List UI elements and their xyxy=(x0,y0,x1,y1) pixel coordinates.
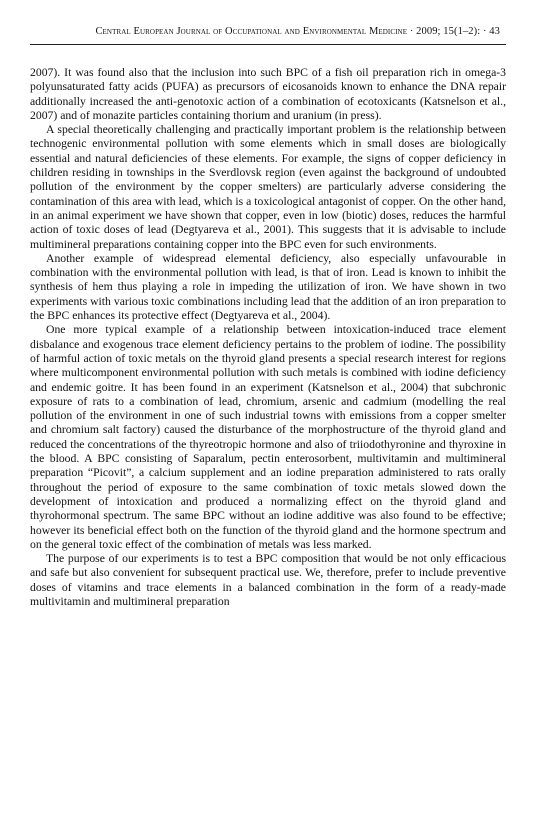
article-body xyxy=(30,66,506,609)
paragraph-2: A special theoretically challenging and practically important problem is the relationship between technogenic environmental pollution with some elements which in small doses are biologically essential and natural deficiencies of these elements. For example, the signs of copper deficiency in children residing in townships in the Sverdlovsk region (even against the background of undoubted pollution of the environment by the copper smelters) are particularly adverse considering the contamination of this area with lead, which is a toxicological antagonist of copper. On the other hand, in an animal experiment we have shown that copper, even in low (biotic) doses, reduces the harmful action of toxic doses of lead (Degtyareva et al., 2001). This suggests that it is advisable to include multimineral preparations containing copper into the BPC even for such environments. xyxy=(30,123,506,251)
running-head xyxy=(38,26,500,37)
header-rule xyxy=(30,44,506,45)
paragraph-1: 2007). It was found also that the inclusion into such BPC of a fish oil preparation rich in omega-3 polyunsaturated fatty acids (PUFA) as precursors of eicosanoids known to enhance the DNA repair additionally increased the anti-genotoxic action of a combination of ecotoxicants (Katsnelson et al., 2007) and of monazite particles containing thorium and uranium (in press). xyxy=(30,66,506,122)
paragraph-5: The purpose of our experiments is to test a BPC composition that would be not only efficacious and safe but also convenient for subsequent practical use. We, therefore, prefer to include preventive doses of vitamins and trace elements in a balanced combination in the form of a ready-made multivitamin and multimineral preparation xyxy=(30,552,506,608)
issue-citation: · 2009; 15(1–2): · 43 xyxy=(407,26,500,37)
journal-title: Central European Journal of Occupational and Environmental Medicine xyxy=(95,26,408,37)
paragraph-3: Another example of widespread elemental deficiency, also especially unfavourable in combination with the environmental pollution with lead, is that of iron. Lead is known to inhibit the synthesis of hem thus playing a role in impeding the utilization of iron. We have shown in two experiments with various toxic combinations including lead that the addition of an iron preparation to the BPC enhances its protective effect (Degtyareva et al., 2004). xyxy=(30,251,506,323)
paragraph-4: One more typical example of a relationship between intoxication-induced trace element disbalance and exogenous trace element deficiency pertains to the problem of iodine. The possibility of harmful action of toxic metals on the thyroid gland presents a special research interest for regions where multicomponent environmental pollution with such metals is combined with iodine deficiency and endemic goitre. It has been found in an experiment (Katsnelson et al., 2004) that subchronic exposure of rats to a combination of lead, chromium, arsenic and cadmium (modelling the real pollution of the environment in one of such industrial towns with emissions from a copper smelter and chromium salt factory) caused the disturbance of the morphostructure of the thyroid gland and reduced the concentrations of the thyreotropic hormone and also of triiodothyronine and thyroxine in the blood. A BPC consisting of Saparalum, pectin enterosorbent, multivitamin and multimineral preparation “Picovit”, a calcium supplement and an iodine preparation administered to rats orally throughout the period of exposure to the same combination of toxic metals slowed down the development of intoxication and produced a normalizing effect on the thyroid gland and thyrohormonal spectrum. The same BPC without an iodine additive was also found to be effective; however its beneficial effect both on the function of the thyroid gland and the hormone spectrum and on the general toxic effect of the combination of metals was less marked. xyxy=(30,323,506,551)
